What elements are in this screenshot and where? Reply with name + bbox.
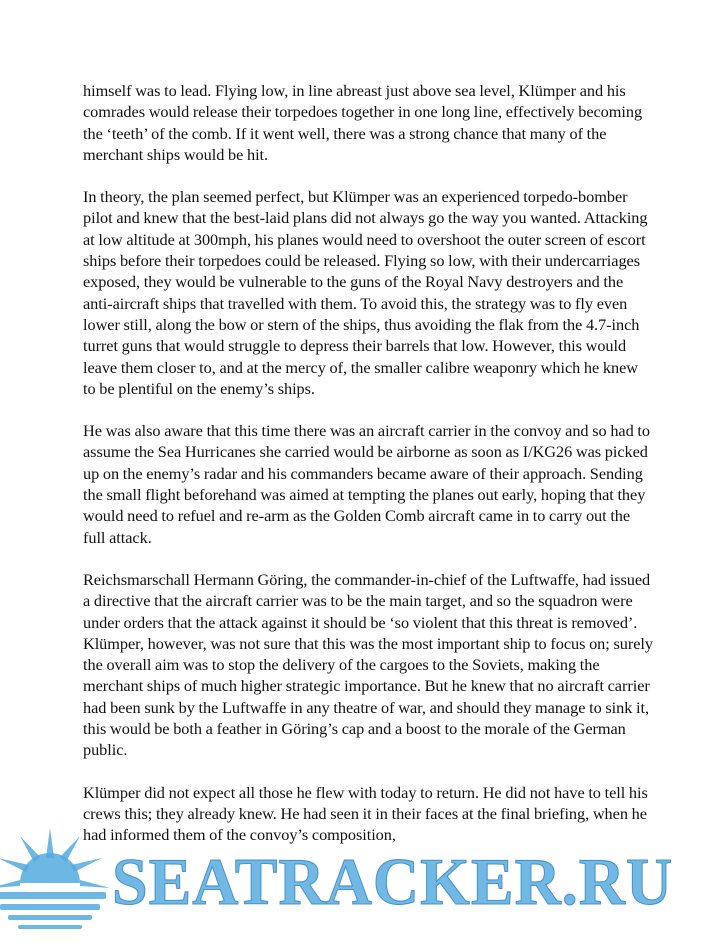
paragraph-4: Reichsmarschall Hermann Göring, the commander-in-chief of the Luftwaffe, had issued a directive that the aircraft carrier was to be the main target, and so the squadron were under orders that the attack against it should be ‘so violent that this threat is removed’. Klümper, however, was not sure that this was the most important ship to focus on; surely the overall aim was to stop the delivery of the cargoes to the Soviets, making the merchant ships of much higher strategic importance. But he knew that no aircraft carrier had been sunk by the Luftwaffe in any theatre of war, and should they manage to sink it, this would be both a feather in Göring’s cap and a boost to the morale of the German public. xyxy=(83,569,653,760)
watermark-text: SEATRACKER.RU xyxy=(112,844,674,919)
paragraph-2: In theory, the plan seemed perfect, but Klümper was an experienced torpedo-bomber pilot and knew that the best-laid plans did not always go the way you wanted. Attacking at low altitude at 300mph, his planes would need to overshoot the outer screen of escort ships before their torpedoes could be released. Flying so low, with their undercarriages exposed, they would be vulnerable to the guns of the Royal Navy destroyers and the anti-aircraft ships that travelled with them. To avoid this, the strategy was to fly even lower still, along the bow or stern of the ships, thus avoiding the flak from the 4.7-inch turret guns that would struggle to depress their barrels that low. However, this would leave them closer to, and at the mercy of, the smaller calibre weaponry which he knew to be plentiful on the enemy’s ships. xyxy=(83,187,648,398)
paragraph-1: himself was to lead. Flying low, in line abreast just above sea level, Klümper and his comrades would release their torpedoes together in one long line, effectively becoming the ‘teeth’ of the comb. If it went well, there was a strong chance that many of the merchant ships would be hit. xyxy=(83,81,643,164)
watermark xyxy=(0,822,726,942)
sun-logo-icon xyxy=(0,828,110,942)
paragraph-3: He was also aware that this time there was an aircraft carrier in the convoy and so had to assume the Sea Hurricanes she carried would be airborne as soon as I/KG26 was picked up on the enemy’s radar and his commanders became aware of their approach. Sending the small flight beforehand was aimed at tempting the planes out early, hoping that they would need to refuel and re-arm as the Golden Comb aircraft came in to carry out the full attack. xyxy=(83,421,650,547)
document-page xyxy=(83,80,653,867)
paragraph-5: Klümper did not expect all those he flew with today to return. He did not have to tell his crews this; they already knew. He had seen it in their faces at the final briefing, when he had informed them of the convoy’s composition, xyxy=(83,782,648,845)
